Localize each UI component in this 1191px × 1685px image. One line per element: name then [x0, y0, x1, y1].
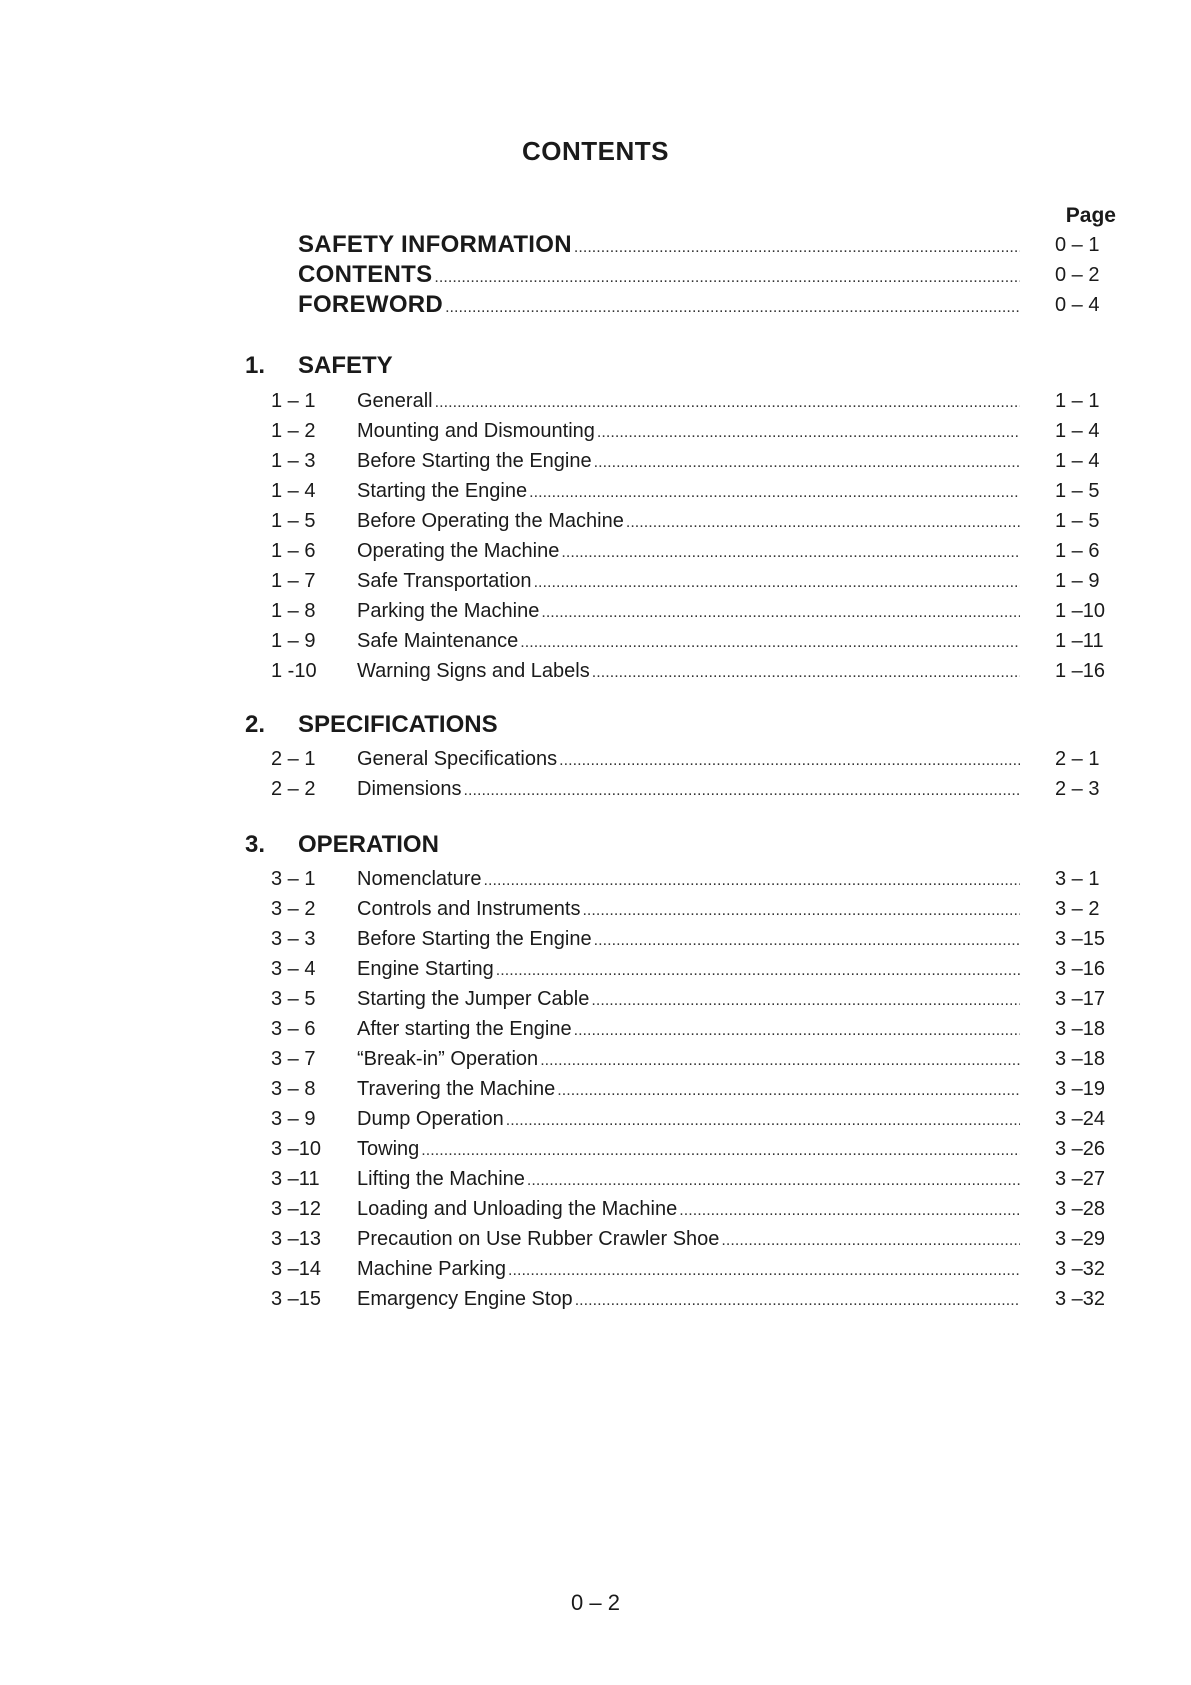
toc-entry-label: Precaution on Use Rubber Crawler Shoe [357, 1228, 720, 1250]
dot-leader [520, 630, 1020, 653]
dot-leader [561, 540, 1020, 563]
toc-entry-label: Lifting the Machine [357, 1168, 525, 1190]
toc-entry-page: 3 –15 [1055, 928, 1106, 950]
dot-leader [435, 390, 1020, 413]
toc-entry-number: 1 – 7 [271, 570, 316, 592]
dot-leader [591, 988, 1020, 1011]
toc-entry-page: 3 –16 [1055, 958, 1106, 980]
dot-leader [557, 1078, 1020, 1101]
toc-entry-number: 3 – 6 [271, 1018, 316, 1040]
toc-entry-label: Dump Operation [357, 1108, 504, 1130]
dot-leader [559, 748, 1020, 771]
toc-entry-label: Machine Parking [357, 1258, 506, 1280]
section-number: 1. [245, 352, 266, 379]
toc-entry-label: CONTENTS [298, 261, 433, 288]
toc-entry-label: Warning Signs and Labels [357, 660, 590, 682]
toc-entry-number: 1 – 1 [271, 390, 316, 412]
toc-entry-page: 1 – 4 [1055, 420, 1100, 442]
toc-entry-number: 3 – 3 [271, 928, 316, 950]
toc-entry-page: 1 – 4 [1055, 450, 1100, 472]
toc-entry-number: 3 –15 [271, 1288, 322, 1310]
section-title: SAFETY [298, 352, 393, 379]
dot-leader [626, 510, 1020, 533]
toc-entry-label: Travering the Machine [357, 1078, 556, 1100]
toc-entry[interactable] [0, 230, 1191, 260]
toc-entry-page: 3 –32 [1055, 1288, 1106, 1310]
toc-entry-page: 2 – 1 [1055, 748, 1100, 770]
toc-entry[interactable] [0, 566, 1191, 596]
toc-entry-label: Controls and Instruments [357, 898, 581, 920]
dot-leader [434, 265, 1020, 288]
toc-entry-label: Safe Transportation [357, 570, 532, 592]
toc-entry-label: Emargency Engine Stop [357, 1288, 573, 1310]
toc-entry-label: SAFETY INFORMATION [298, 231, 572, 258]
toc-entry-page: 3 –26 [1055, 1138, 1106, 1160]
toc-entry-label: Nomenclature [357, 868, 482, 890]
toc-entry-label: After starting the Engine [357, 1018, 572, 1040]
toc-entry-page: 1 – 5 [1055, 510, 1100, 532]
toc-entry[interactable] [0, 656, 1191, 686]
toc-entry-page: 1 – 9 [1055, 570, 1100, 592]
toc-entry-number: 1 – 9 [271, 630, 316, 652]
toc-entry[interactable] [0, 1224, 1191, 1254]
toc-entry[interactable] [0, 774, 1191, 804]
dot-leader [506, 1108, 1020, 1131]
toc-entry-label: Before Operating the Machine [357, 510, 624, 532]
toc-entry[interactable] [0, 536, 1191, 566]
dot-leader [574, 235, 1020, 258]
toc-entry-number: 3 –13 [271, 1228, 322, 1250]
toc-entry[interactable] [0, 924, 1191, 954]
toc-entry-number: 3 –11 [271, 1168, 320, 1190]
dot-leader [597, 420, 1020, 443]
toc-entry-label: “Break-in” Operation [357, 1048, 539, 1070]
toc-entry[interactable] [0, 506, 1191, 536]
dot-leader [594, 450, 1020, 473]
toc-entry-page: 3 –17 [1055, 988, 1106, 1010]
toc-entry-number: 1 – 6 [271, 540, 316, 562]
section-number: 2. [245, 711, 266, 738]
toc-entry-page: 1 – 1 [1055, 390, 1100, 412]
toc-entry-label: FOREWORD [298, 291, 444, 318]
toc-entry-number: 3 – 8 [271, 1078, 316, 1100]
toc-entry-label: Before Starting the Engine [357, 928, 592, 950]
dot-leader [540, 1048, 1020, 1071]
dot-leader [534, 570, 1020, 593]
toc-entry-page: 1 –11 [1055, 630, 1104, 652]
dot-leader [529, 480, 1020, 503]
toc-entry-label: Mounting and Dismounting [357, 420, 595, 442]
dot-leader [679, 1198, 1020, 1221]
section-title: SPECIFICATIONS [298, 711, 498, 738]
toc-entry-number: 3 – 9 [271, 1108, 316, 1130]
toc-entry[interactable] [0, 1074, 1191, 1104]
toc-entry-number: 2 – 1 [271, 748, 316, 770]
toc-entry-page: 3 –28 [1055, 1198, 1106, 1220]
toc-entry[interactable] [0, 596, 1191, 626]
toc-entry[interactable] [0, 864, 1191, 894]
toc-entry[interactable] [0, 984, 1191, 1014]
toc-entry[interactable] [0, 626, 1191, 656]
toc-entry-number: 3 – 1 [271, 868, 316, 890]
toc-entry-page: 3 –29 [1055, 1228, 1106, 1250]
toc-entry-page: 3 –18 [1055, 1048, 1106, 1070]
toc-entry-page: 1 – 5 [1055, 480, 1100, 502]
toc-entry-label: Dimensions [357, 778, 462, 800]
toc-entry-page: 3 –18 [1055, 1018, 1106, 1040]
toc-entry-label: Operating the Machine [357, 540, 560, 562]
toc-entry-page: 3 –27 [1055, 1168, 1106, 1190]
toc-entry[interactable] [0, 1194, 1191, 1224]
toc-entry-label: Starting the Engine [357, 480, 528, 502]
toc-entry-number: 1 -10 [271, 660, 317, 682]
toc-entry-number: 2 – 2 [271, 778, 316, 800]
toc-entry[interactable] [0, 1164, 1191, 1194]
toc-entry[interactable] [0, 416, 1191, 446]
toc-entry[interactable] [0, 1044, 1191, 1074]
toc-entry-page: 0 – 1 [1055, 234, 1100, 256]
section-title: OPERATION [298, 831, 439, 858]
toc-entry-page: 2 – 3 [1055, 778, 1100, 800]
dot-leader [527, 1168, 1020, 1191]
section-number: 3. [245, 831, 266, 858]
toc-entry-number: 3 – 2 [271, 898, 316, 920]
toc-entry-number: 3 – 5 [271, 988, 316, 1010]
dot-leader [541, 600, 1020, 623]
toc-entry-page: 0 – 4 [1055, 294, 1100, 316]
toc-entry[interactable] [0, 386, 1191, 416]
toc-entry-label: Engine Starting [357, 958, 494, 980]
toc-entry-number: 1 – 3 [271, 450, 316, 472]
toc-entry-number: 3 –10 [271, 1138, 322, 1160]
toc-entry-number: 1 – 8 [271, 600, 316, 622]
toc-entry-page: 3 – 2 [1055, 898, 1100, 920]
dot-leader [445, 295, 1020, 318]
page-number: 0 – 2 [571, 1590, 620, 1615]
toc-entry[interactable] [0, 894, 1191, 924]
toc-entry[interactable] [0, 1014, 1191, 1044]
toc-entry-page: 1 –10 [1055, 600, 1106, 622]
dot-leader [575, 1288, 1020, 1311]
toc-entry-number: 3 – 4 [271, 958, 316, 980]
toc-entry-page: 1 –16 [1055, 660, 1106, 682]
toc-entry-page: 1 – 6 [1055, 540, 1100, 562]
toc-entry[interactable] [0, 1254, 1191, 1284]
toc-entry[interactable] [0, 260, 1191, 290]
section-heading [0, 352, 1191, 384]
toc-entry-page: 0 – 2 [1055, 264, 1100, 286]
toc-entry-page: 3 –32 [1055, 1258, 1106, 1280]
toc-entry-label: Starting the Jumper Cable [357, 988, 590, 1010]
toc-entry-label: General Specifications [357, 748, 558, 770]
section-heading [0, 831, 1191, 863]
toc-entry-label: Generall [357, 390, 433, 412]
toc-entry[interactable] [0, 476, 1191, 506]
toc-entry-page: 3 – 1 [1055, 868, 1100, 890]
toc-entry-number: 1 – 5 [271, 510, 316, 532]
section-heading [0, 711, 1191, 743]
toc-entry-number: 1 – 2 [271, 420, 316, 442]
dot-leader [721, 1228, 1020, 1251]
toc-entry-page: 3 –19 [1055, 1078, 1106, 1100]
toc-entry-number: 3 –14 [271, 1258, 322, 1280]
dot-leader [574, 1018, 1020, 1041]
toc-entry[interactable] [0, 1104, 1191, 1134]
toc-entry-label: Parking the Machine [357, 600, 540, 622]
toc-entry-number: 3 –12 [271, 1198, 322, 1220]
toc-entry-label: Before Starting the Engine [357, 450, 592, 472]
toc-entry-label: Towing [357, 1138, 420, 1160]
toc-entry[interactable] [0, 744, 1191, 774]
toc-entry[interactable] [0, 446, 1191, 476]
dot-leader [592, 660, 1020, 683]
dot-leader [463, 778, 1020, 801]
dot-leader [508, 1258, 1020, 1281]
toc-entry[interactable] [0, 290, 1191, 320]
toc-entry[interactable] [0, 954, 1191, 984]
dot-leader [594, 928, 1020, 951]
toc-entry-page: 3 –24 [1055, 1108, 1106, 1130]
toc-entry-number: 1 – 4 [271, 480, 316, 502]
page-column-header: Page [1065, 204, 1116, 227]
toc-entry-label: Loading and Unloading the Machine [357, 1198, 678, 1220]
dot-leader [582, 898, 1020, 921]
toc-entry-number: 3 – 7 [271, 1048, 316, 1070]
dot-leader [496, 958, 1020, 981]
toc-entry[interactable] [0, 1284, 1191, 1314]
dot-leader [484, 868, 1020, 891]
toc-entry-label: Safe Maintenance [357, 630, 519, 652]
dot-leader [421, 1138, 1020, 1161]
page-title: CONTENTS [522, 136, 669, 166]
toc-entry[interactable] [0, 1134, 1191, 1164]
